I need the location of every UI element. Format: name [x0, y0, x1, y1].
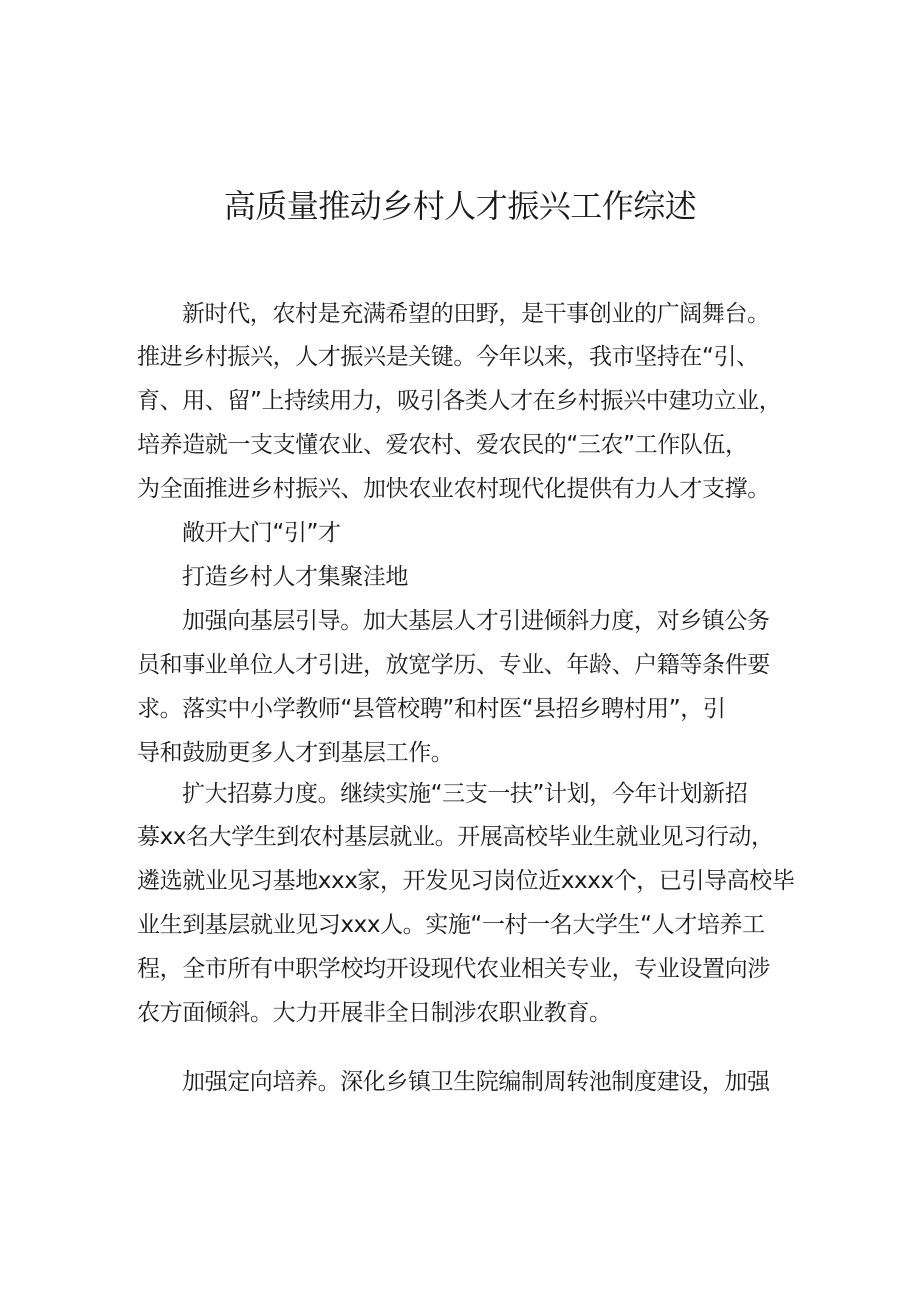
paragraph-line: 导和鼓励更多人才到基层工作。	[137, 740, 454, 766]
paragraph-line: 农方面倾斜。大力开展非全日制涉农职业教育。	[137, 1000, 612, 1026]
section-subheading: 打造乡村人才集聚洼地	[182, 564, 409, 590]
paragraph-line: 扩大招募力度。继续实施“三支一扶”计划，今年计划新招	[182, 781, 748, 807]
paragraph-line: 求。落实中小学教师“县管校聘”和村医“县招乡聘村用”，引	[137, 696, 726, 722]
paragraph-line: 程，全市所有中职学校均开设现代农业相关专业，专业设置向涉	[137, 956, 770, 982]
paragraph-line: 育、用、留”上持续用力，吸引各类人才在乡村振兴中建功立业，	[137, 388, 782, 414]
paragraph-line: 募xx名大学生到农村基层就业。开展高校毕业生就业见习行动，	[137, 824, 774, 850]
paragraph-line: 新时代，农村是充满希望的田野，是干事创业的广阔舞台。	[182, 301, 770, 327]
paragraph-line: 业生到基层就业见习xxx人。实施“一村一名大学生“人才培养工	[137, 912, 765, 938]
paragraph-line: 培养造就一支支懂农业、爱农村、爱农民的“三农”工作队伍，	[137, 432, 748, 458]
paragraph-line: 加强定向培养。深化乡镇卫生院编制周转池制度建设，加强	[182, 1069, 770, 1095]
paragraph-line: 加强向基层引导。加大基层人才引进倾斜力度，对乡镇公务	[182, 608, 770, 634]
paragraph-line: 遴选就业见习基地xxx家，开发见习岗位近xxxx个，已引导高校毕	[137, 868, 795, 894]
paragraph-line: 员和事业单位人才引进，放宽学历、专业、年龄、户籍等条件要	[137, 652, 770, 678]
document-title: 高质量推动乡村人才振兴工作综述	[223, 187, 697, 225]
paragraph-line: 推进乡村振兴，人才振兴是关键。今年以来，我市坚持在“引、	[137, 344, 759, 370]
section-heading: 敞开大门“引”才	[182, 520, 341, 546]
paragraph-line: 为全面推进乡村振兴、加快农业农村现代化提供有力人才支撑。	[137, 476, 770, 502]
